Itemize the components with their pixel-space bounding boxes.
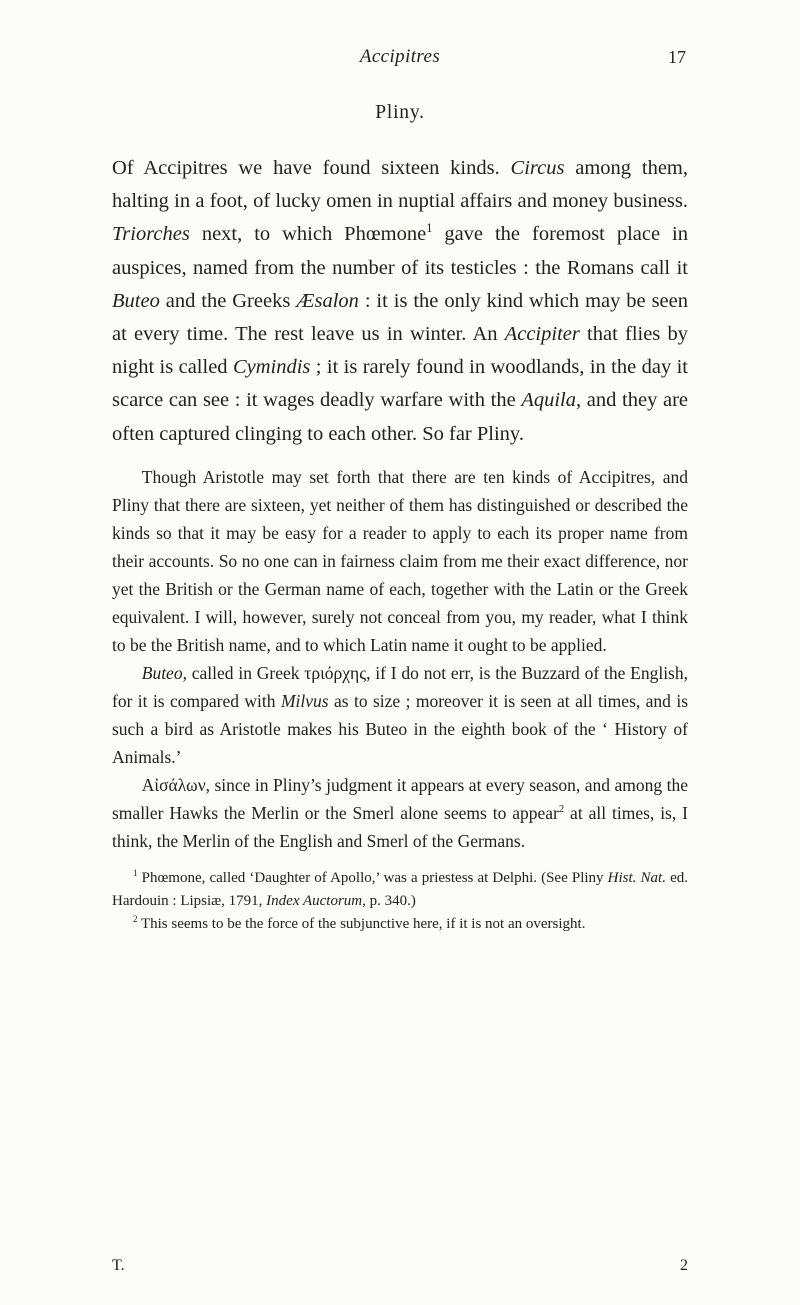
section-heading: Pliny. (375, 102, 425, 123)
sheet-number: 2 (680, 1257, 688, 1274)
text-run: ; it is rarely found in woodlands, in the day it scarce can see : it wages deadly warfare with the (112, 356, 688, 412)
running-header (112, 46, 688, 74)
footnote (112, 913, 688, 936)
commentary-paragraph (112, 463, 688, 659)
text-run: ed. Hardouin : Lipsiæ, 1791, (112, 869, 688, 910)
footnotes (112, 867, 688, 937)
commentary-text (112, 463, 688, 855)
text-run: Phœmone, called ‘Daughter of Apollo,’ was a priestess at Delphi. (See Pliny (137, 869, 608, 886)
text-run: Accipiter (504, 323, 580, 346)
footnote (112, 867, 688, 914)
page-footer (112, 1257, 688, 1275)
text-run: gave the foremost place in auspices, named from the number of its testicles : the Romans call it (112, 223, 688, 279)
text-run: Triorches (112, 223, 190, 246)
text-run: Hist. Nat. (607, 869, 666, 886)
text-run: Circus (510, 157, 565, 179)
footnote-reference: 2 (558, 804, 565, 815)
footnote-reference: 1 (133, 867, 138, 878)
text-run: , p. 340.) (362, 893, 416, 910)
text-run: Aquila (521, 389, 577, 412)
text-run: that flies by night is called (112, 323, 688, 379)
text-run: Αἰσάλων, since in Pliny’s judgment it appears at every season, and among the smaller Hawks the Merlin or the Smerl alone seems to appear (112, 774, 688, 823)
signature-mark: T. (112, 1257, 125, 1274)
text-run: among them, halting in a foot, of lucky omen in nuptial affairs and money business. (112, 157, 688, 213)
text-run: , called in Greek τριόρχης, if I do not err, is the Buzzard of the English, for it is compared with (112, 662, 688, 711)
main-text (112, 152, 688, 451)
text-run: Buteo (112, 289, 160, 312)
text-run: next, to which Phœmone (189, 223, 427, 246)
commentary-paragraph (112, 659, 688, 771)
text-run: , and they are often captured clinging to each other. So far Pliny. (112, 389, 689, 445)
text-run: Though Aristotle may set forth that there are ten kinds of Accipitres, and Pliny that there are sixteen, yet neither of them has distinguished or described the kinds so that it may be easy for a reader to apply to each its proper name from their accounts. So no one can in fairness claim from me their exact difference, nor yet the British or the German name of each, together with the Latin or the Greek equivalent. I will, however, surely not conceal from you, my reader, what I think to be the British name, and to which Latin name it ought to be applied. (112, 466, 688, 655)
page-number: 17 (668, 47, 686, 67)
text-run: Buteo (141, 662, 183, 683)
text-run: This seems to be the force of the subjunctive here, if it is not an oversight. (137, 916, 586, 933)
text-run: Cymindis (232, 356, 311, 379)
text-run: Of Accipitres we have found sixteen kinds. (112, 157, 511, 179)
footnote-reference: 1 (426, 221, 433, 236)
text-run: Index Auctorum (266, 893, 363, 910)
text-run: Æsalon (296, 289, 359, 312)
text-run: as to size ; moreover it is seen at all times, and is such a bird as Aristotle makes his Buteo in the eighth book of the ‘ History of Animals.’ (112, 690, 688, 767)
text-run: at all times, is, I think, the Merlin of the English and Smerl of the Germans. (112, 802, 688, 851)
running-header-title: Accipitres (359, 46, 441, 67)
commentary-paragraph (112, 771, 688, 855)
footnote-reference: 2 (133, 914, 138, 925)
main-paragraph (112, 152, 688, 451)
text-run: : it is the only kind which may be seen at every time. The rest leave us in winter. An (112, 289, 688, 346)
text-run: and the Greeks (159, 289, 297, 312)
text-run: Milvus (280, 690, 329, 711)
